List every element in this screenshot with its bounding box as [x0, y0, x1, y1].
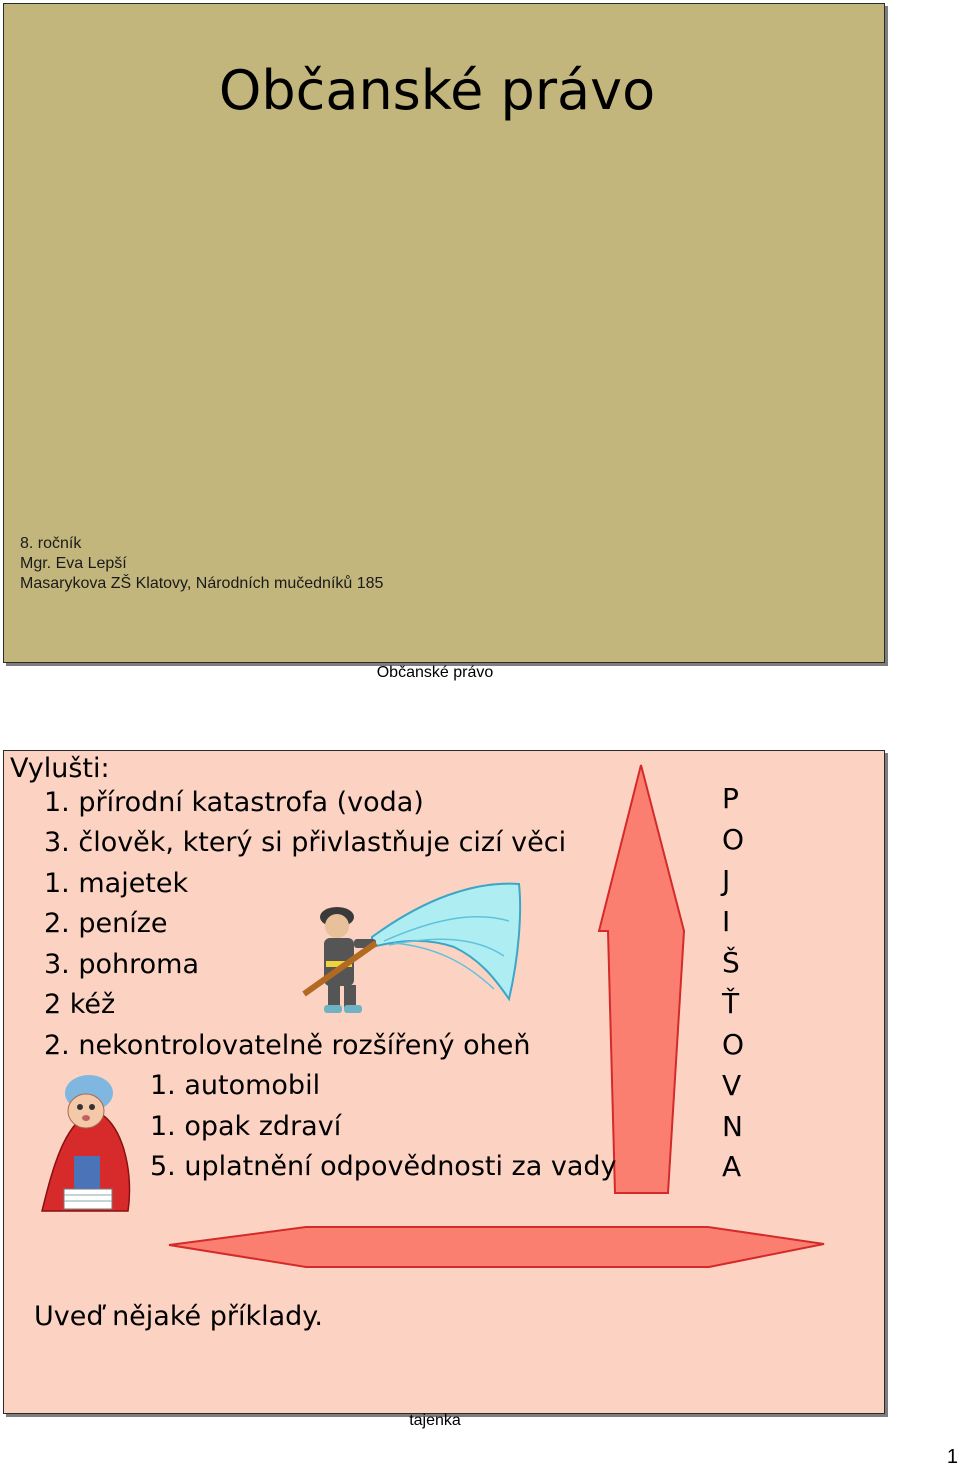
- school-line: Masarykova ZŠ Klatovy, Národních mučedníků 185: [20, 575, 384, 592]
- clue-5: 3. pohroma: [44, 949, 199, 980]
- clue-8: 1. automobil: [150, 1070, 321, 1101]
- page-number: 1: [946, 1446, 958, 1468]
- answer-letter-5: Š: [722, 946, 740, 979]
- answer-letter-7: O: [722, 1028, 745, 1061]
- examples-prompt: Uveď nějaké příklady.: [34, 1301, 323, 1332]
- slide1-caption: Občanské právo: [376, 664, 494, 681]
- answer-letter-3: J: [722, 864, 731, 897]
- clue-4: 2. peníze: [44, 908, 168, 939]
- answer-letter-1: P: [722, 782, 739, 815]
- crossword-slide: [3, 750, 885, 1414]
- grade-line: 8. ročník: [20, 535, 82, 552]
- clue-3: 1. majetek: [44, 868, 189, 899]
- answer-letter-10: A: [722, 1150, 742, 1183]
- answer-letter-6: Ť: [722, 987, 740, 1020]
- clue-6: 2 kéž: [44, 989, 116, 1020]
- answer-letter-8: V: [722, 1069, 742, 1102]
- clue-10: 5. uplatnění odpovědnosti za vady: [150, 1151, 617, 1182]
- author-line: Mgr. Eva Lepší: [20, 555, 127, 572]
- clue-2: 3. člověk, který si přivlastňuje cizí věci: [44, 827, 567, 858]
- vertical-arrow-shape: [599, 765, 684, 1193]
- answer-letter-9: N: [722, 1110, 743, 1143]
- answer-letter-4: I: [722, 905, 731, 938]
- clue-9: 1. opak zdraví: [150, 1111, 342, 1142]
- author-info: [20, 534, 383, 594]
- title-slide: [3, 3, 885, 663]
- answer-letter-2: O: [722, 823, 745, 856]
- crossword-heading: Vylušti:: [10, 753, 110, 784]
- slide-title: Občanské právo: [218, 59, 656, 122]
- horizontal-arrow-shape: [169, 1227, 824, 1267]
- slide2-caption: tajenka: [409, 1412, 461, 1429]
- clue-7: 2. nekontrolovatelně rozšířený oheň: [44, 1030, 531, 1061]
- clue-1: 1. přírodní katastrofa (voda): [44, 787, 424, 818]
- sick-person-icon: [42, 1075, 130, 1211]
- firefighter-icon: [304, 884, 520, 1013]
